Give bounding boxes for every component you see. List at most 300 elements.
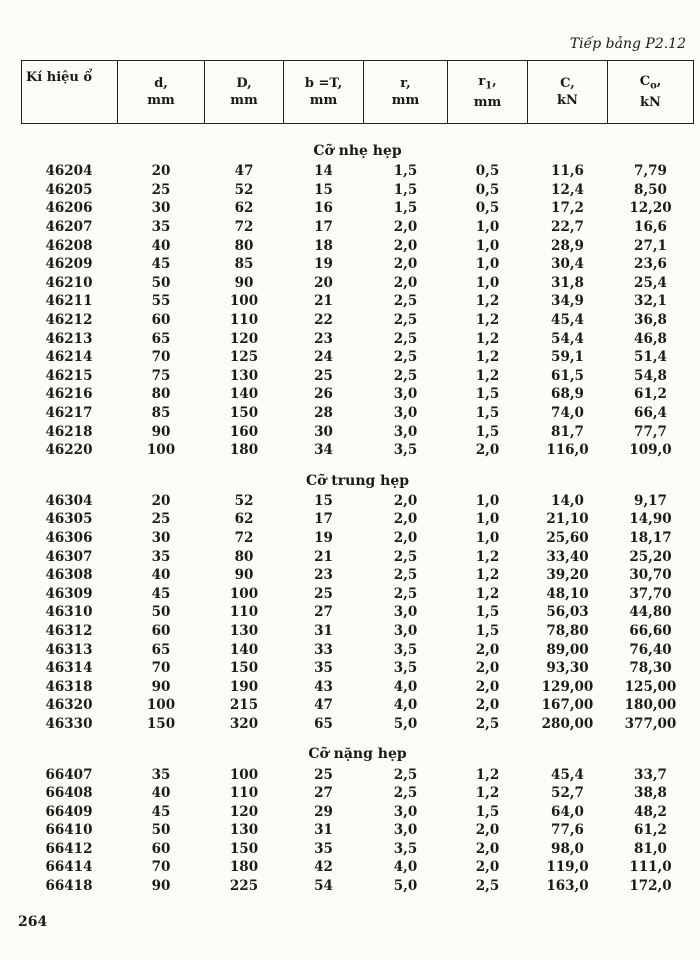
table-row (22, 367, 694, 386)
cell-col-Co: 32,1 (634, 293, 667, 310)
section-header (22, 460, 694, 492)
cell-col-b: 27 (314, 785, 333, 802)
cell-col-C: 28,9 (551, 237, 584, 254)
cell-col-r: 2,0 (393, 492, 418, 509)
cell-col-b: 33 (314, 641, 333, 658)
cell-col-C: 89,00 (546, 641, 589, 658)
cell-col-r1: 2,0 (475, 442, 500, 459)
cell-col-Co: 61,2 (634, 822, 667, 839)
cell-col-symbol: 46211 (45, 293, 93, 310)
cell-col-r1: 2,0 (475, 697, 500, 714)
cell-col-d: 90 (151, 678, 171, 695)
table-caption: Tiếp bảng P2.12 (569, 36, 686, 52)
cell-col-d: 70 (151, 859, 171, 876)
table-row (22, 181, 694, 200)
section-header (22, 130, 694, 162)
cell-col-r1: 2,0 (475, 678, 500, 695)
cell-col-r1: 2,0 (475, 840, 500, 857)
cell-col-r1: 1,5 (475, 622, 500, 639)
table-row (22, 529, 694, 548)
cell-col-symbol: 46204 (45, 163, 93, 180)
table-row (22, 622, 694, 641)
cell-col-Co: 7,79 (634, 163, 667, 180)
cell-col-symbol: 46318 (45, 678, 93, 695)
cell-col-b: 21 (314, 548, 333, 565)
cell-col-C: 25,60 (546, 529, 589, 546)
cell-col-Co: 37,70 (629, 585, 672, 602)
cell-col-r: 2,5 (393, 548, 418, 565)
cell-col-r1: 1,0 (475, 256, 500, 273)
cell-col-symbol: 46215 (45, 367, 93, 384)
cell-col-r: 3,0 (393, 803, 418, 820)
cell-col-Co: 44,80 (629, 604, 672, 621)
cell-col-D: 225 (229, 878, 259, 895)
header-col-r: r, mm (364, 61, 448, 124)
cell-col-r: 3,0 (393, 405, 418, 422)
section-title: Cỡ trung hẹp (305, 472, 410, 489)
cell-col-C: 56,03 (546, 604, 589, 621)
table-row (22, 162, 694, 181)
cell-col-symbol: 46308 (45, 567, 93, 584)
cell-col-D: 72 (234, 529, 254, 546)
cell-col-b: 15 (314, 181, 333, 198)
cell-col-Co: 77,7 (634, 423, 667, 440)
cell-col-r: 2,5 (393, 567, 418, 584)
cell-col-C: 59,1 (551, 349, 584, 366)
cell-col-b: 20 (314, 274, 333, 291)
cell-col-D: 52 (234, 492, 254, 509)
cell-col-d: 50 (151, 822, 171, 839)
cell-col-Co: 66,60 (629, 622, 672, 639)
cell-col-b: 42 (314, 859, 333, 876)
cell-col-r: 2,5 (393, 293, 418, 310)
table-row (22, 858, 694, 877)
header-row (22, 61, 694, 124)
table-row (22, 696, 694, 715)
cell-col-Co: 109,0 (629, 442, 672, 459)
cell-col-d: 60 (151, 312, 171, 329)
cell-col-r: 3,5 (393, 660, 418, 677)
cell-col-d: 50 (151, 604, 171, 621)
table-row (22, 236, 694, 255)
cell-col-r: 1,5 (393, 181, 418, 198)
cell-col-b: 16 (314, 200, 333, 217)
cell-col-Co: 76,40 (629, 641, 672, 658)
cell-col-Co: 111,0 (629, 859, 672, 876)
table-row (22, 640, 694, 659)
section-title: Cỡ nặng hẹp (308, 746, 407, 763)
cell-col-symbol: 46310 (45, 604, 93, 621)
cell-col-D: 85 (234, 256, 254, 273)
cell-col-r1: 1,2 (475, 766, 500, 783)
cell-col-symbol: 46313 (45, 641, 93, 658)
cell-col-d: 70 (151, 349, 171, 366)
cell-col-Co: 377,00 (624, 715, 677, 732)
cell-col-symbol: 46214 (45, 349, 93, 366)
table-row (22, 840, 694, 859)
table-row (22, 603, 694, 622)
cell-col-b: 30 (314, 423, 333, 440)
cell-col-Co: 23,6 (634, 256, 667, 273)
cell-col-symbol: 66409 (45, 803, 93, 820)
cell-col-C: 54,4 (551, 330, 584, 347)
cell-col-d: 30 (151, 529, 171, 546)
cell-col-r1: 2,0 (475, 660, 500, 677)
cell-col-D: 90 (234, 274, 254, 291)
table-row (22, 274, 694, 293)
cell-col-b: 19 (314, 256, 333, 273)
cell-col-C: 81,7 (551, 423, 584, 440)
cell-col-r: 4,0 (393, 859, 418, 876)
cell-col-C: 78,80 (546, 622, 589, 639)
cell-col-Co: 125,00 (624, 678, 677, 695)
cell-col-C: 17,2 (551, 200, 584, 217)
cell-col-r1: 2,5 (475, 878, 500, 895)
cell-col-r1: 2,0 (475, 822, 500, 839)
cell-col-D: 62 (234, 511, 254, 528)
cell-col-Co: 51,4 (634, 349, 667, 366)
cell-col-D: 80 (234, 237, 254, 254)
cell-col-D: 320 (229, 715, 259, 732)
cell-col-b: 28 (314, 405, 333, 422)
cell-col-d: 100 (146, 697, 176, 714)
cell-col-d: 150 (146, 715, 176, 732)
cell-col-r1: 1,2 (475, 367, 500, 384)
cell-col-r: 3,5 (393, 641, 418, 658)
cell-col-D: 215 (229, 697, 259, 714)
cell-col-r: 3,0 (393, 622, 418, 639)
cell-col-Co: 180,00 (624, 697, 677, 714)
cell-col-D: 110 (229, 312, 259, 329)
cell-col-Co: 25,4 (634, 274, 667, 291)
cell-col-d: 35 (151, 548, 171, 565)
cell-col-r: 2,0 (393, 274, 418, 291)
cell-col-r: 2,0 (393, 511, 418, 528)
cell-col-r1: 1,5 (475, 803, 500, 820)
cell-col-d: 25 (151, 511, 171, 528)
cell-col-b: 25 (314, 585, 333, 602)
table-body (22, 124, 694, 896)
cell-col-r: 2,0 (393, 256, 418, 273)
cell-col-b: 26 (314, 386, 333, 403)
cell-col-r: 2,5 (393, 585, 418, 602)
cell-col-r: 5,0 (393, 878, 418, 895)
cell-col-b: 54 (314, 878, 333, 895)
table-row (22, 510, 694, 529)
cell-col-C: 39,20 (546, 567, 589, 584)
cell-col-C: 21,10 (546, 511, 589, 528)
cell-col-C: 48,10 (546, 585, 589, 602)
header-col-Co: $C_o$, kN (608, 61, 694, 124)
cell-col-C: 74,0 (551, 405, 584, 422)
cell-col-symbol: 46217 (45, 405, 93, 422)
cell-col-Co: 12,20 (629, 200, 672, 217)
cell-col-Co: 25,20 (629, 548, 672, 565)
cell-col-C: 167,00 (541, 697, 594, 714)
header-col-b: b =T, mm (284, 61, 364, 124)
cell-col-b: 34 (314, 442, 333, 459)
cell-col-r: 1,5 (393, 163, 418, 180)
cell-col-D: 130 (229, 622, 259, 639)
cell-col-b: 23 (314, 567, 333, 584)
table-row (22, 404, 694, 423)
header-col-d: d, mm (118, 61, 205, 124)
cell-col-symbol: 46209 (45, 256, 93, 273)
cell-col-symbol: 46320 (45, 697, 93, 714)
cell-col-D: 180 (229, 859, 259, 876)
table-row (22, 566, 694, 585)
cell-col-D: 110 (229, 604, 259, 621)
cell-col-d: 60 (151, 840, 171, 857)
cell-col-d: 25 (151, 181, 171, 198)
cell-col-d: 65 (151, 641, 171, 658)
cell-col-r1: 1,0 (475, 219, 500, 236)
cell-col-r1: 1,5 (475, 386, 500, 403)
cell-col-D: 180 (229, 442, 259, 459)
cell-col-Co: 81,0 (634, 840, 667, 857)
cell-col-symbol: 46312 (45, 622, 93, 639)
cell-col-D: 190 (229, 678, 259, 695)
cell-col-D: 150 (229, 660, 259, 677)
cell-col-r1: 0,5 (475, 163, 500, 180)
cell-col-C: 33,40 (546, 548, 589, 565)
cell-col-d: 20 (151, 492, 171, 509)
cell-col-symbol: 46208 (45, 237, 93, 254)
cell-col-C: 12,4 (551, 181, 584, 198)
cell-col-r: 3,5 (393, 840, 418, 857)
cell-col-symbol: 66418 (45, 878, 93, 895)
cell-col-D: 160 (229, 423, 259, 440)
cell-col-C: 34,9 (551, 293, 584, 310)
cell-col-d: 85 (151, 405, 171, 422)
cell-col-r: 5,0 (393, 715, 418, 732)
cell-col-b: 25 (314, 367, 333, 384)
cell-col-r1: 1,5 (475, 405, 500, 422)
header-col-r1: $r_1$, mm (448, 61, 528, 124)
cell-col-b: 19 (314, 529, 333, 546)
table-row (22, 802, 694, 821)
cell-col-r1: 1,2 (475, 312, 500, 329)
cell-col-r1: 1,0 (475, 511, 500, 528)
cell-col-r: 3,0 (393, 822, 418, 839)
cell-col-b: 35 (314, 840, 333, 857)
cell-col-Co: 9,17 (634, 492, 667, 509)
cell-col-b: 22 (314, 312, 333, 329)
cell-col-d: 75 (151, 367, 171, 384)
cell-col-C: 129,00 (541, 678, 594, 695)
table-row (22, 765, 694, 784)
table-row (22, 441, 694, 460)
cell-col-r1: 1,5 (475, 604, 500, 621)
cell-col-r: 2,0 (393, 219, 418, 236)
cell-col-D: 150 (229, 840, 259, 857)
cell-col-d: 35 (151, 219, 171, 236)
cell-col-d: 60 (151, 622, 171, 639)
cell-col-Co: 33,7 (634, 766, 667, 783)
cell-col-b: 23 (314, 330, 333, 347)
cell-col-d: 90 (151, 423, 171, 440)
cell-col-C: 116,0 (546, 442, 589, 459)
cell-col-C: 163,0 (546, 878, 589, 895)
cell-col-b: 17 (314, 511, 333, 528)
cell-col-symbol: 66414 (45, 859, 93, 876)
cell-col-b: 25 (314, 766, 333, 783)
cell-col-Co: 36,8 (634, 312, 667, 329)
cell-col-D: 80 (234, 548, 254, 565)
cell-col-C: 22,7 (551, 219, 584, 236)
cell-col-b: 65 (314, 715, 333, 732)
cell-col-d: 80 (151, 386, 171, 403)
table-row (22, 821, 694, 840)
cell-col-d: 45 (151, 803, 171, 820)
table-row (22, 677, 694, 696)
cell-col-r1: 0,5 (475, 181, 500, 198)
cell-col-C: 98,0 (551, 840, 584, 857)
cell-col-symbol: 46206 (45, 200, 93, 217)
cell-col-Co: 54,8 (634, 367, 667, 384)
cell-col-Co: 27,1 (634, 237, 667, 254)
table-row (22, 199, 694, 218)
cell-col-Co: 46,8 (634, 330, 667, 347)
cell-col-r: 2,5 (393, 785, 418, 802)
cell-col-r1: 1,2 (475, 585, 500, 602)
cell-col-r1: 1,5 (475, 423, 500, 440)
cell-col-C: 93,30 (546, 660, 589, 677)
cell-col-Co: 18,17 (629, 529, 672, 546)
cell-col-Co: 14,90 (629, 511, 672, 528)
cell-col-C: 14,0 (551, 492, 584, 509)
cell-col-D: 140 (229, 386, 259, 403)
table-row (22, 877, 694, 896)
cell-col-b: 14 (314, 163, 333, 180)
cell-col-r: 2,0 (393, 237, 418, 254)
cell-col-d: 40 (151, 785, 171, 802)
table-row (22, 311, 694, 330)
cell-col-C: 31,8 (551, 274, 584, 291)
table-row (22, 715, 694, 734)
cell-col-symbol: 46210 (45, 274, 93, 291)
cell-col-D: 47 (234, 163, 254, 180)
cell-col-d: 20 (151, 163, 171, 180)
cell-col-D: 100 (229, 585, 259, 602)
cell-col-r: 2,5 (393, 330, 418, 347)
cell-col-r1: 1,0 (475, 237, 500, 254)
table-row (22, 255, 694, 274)
cell-col-d: 45 (151, 585, 171, 602)
cell-col-Co: 78,30 (629, 660, 672, 677)
cell-col-r1: 1,0 (475, 492, 500, 509)
cell-col-C: 30,4 (551, 256, 584, 273)
cell-col-b: 17 (314, 219, 333, 236)
cell-col-b: 31 (314, 822, 333, 839)
cell-col-r1: 1,0 (475, 274, 500, 291)
cell-col-Co: 48,2 (634, 803, 667, 820)
cell-col-r1: 2,5 (475, 715, 500, 732)
cell-col-Co: 16,6 (634, 219, 667, 236)
cell-col-D: 130 (229, 822, 259, 839)
cell-col-b: 29 (314, 803, 333, 820)
cell-col-d: 50 (151, 274, 171, 291)
cell-col-symbol: 46218 (45, 423, 93, 440)
table-row (22, 422, 694, 441)
cell-col-C: 68,9 (551, 386, 584, 403)
cell-col-r: 2,5 (393, 312, 418, 329)
cell-col-b: 18 (314, 237, 333, 254)
bearing-table (21, 60, 694, 895)
cell-col-symbol: 46205 (45, 181, 93, 198)
cell-col-d: 30 (151, 200, 171, 217)
table-row (22, 385, 694, 404)
cell-col-b: 43 (314, 678, 333, 695)
cell-col-r: 3,0 (393, 423, 418, 440)
cell-col-D: 52 (234, 181, 254, 198)
cell-col-b: 15 (314, 492, 333, 509)
cell-col-r1: 2,0 (475, 641, 500, 658)
cell-col-d: 55 (151, 293, 171, 310)
cell-col-D: 120 (229, 330, 259, 347)
cell-col-C: 280,00 (541, 715, 594, 732)
cell-col-Co: 61,2 (634, 386, 667, 403)
cell-col-D: 90 (234, 567, 254, 584)
cell-col-d: 100 (146, 442, 176, 459)
cell-col-C: 52,7 (551, 785, 584, 802)
cell-col-b: 35 (314, 660, 333, 677)
table-row (22, 659, 694, 678)
cell-col-r1: 1,2 (475, 785, 500, 802)
cell-col-r: 2,5 (393, 766, 418, 783)
cell-col-r: 2,0 (393, 529, 418, 546)
cell-col-r: 3,0 (393, 386, 418, 403)
cell-col-D: 100 (229, 766, 259, 783)
cell-col-C: 61,5 (551, 367, 584, 384)
cell-col-symbol: 66410 (45, 822, 93, 839)
cell-col-d: 45 (151, 256, 171, 273)
cell-col-symbol: 66412 (45, 840, 93, 857)
cell-col-symbol: 46307 (45, 548, 93, 565)
table-row (22, 492, 694, 511)
cell-col-symbol: 46212 (45, 312, 93, 329)
cell-col-D: 120 (229, 803, 259, 820)
cell-col-r1: 0,5 (475, 200, 500, 217)
cell-col-d: 35 (151, 766, 171, 783)
cell-col-symbol: 46216 (45, 386, 93, 403)
cell-col-d: 40 (151, 567, 171, 584)
cell-col-symbol: 46305 (45, 511, 93, 528)
cell-col-r1: 1,2 (475, 548, 500, 565)
cell-col-Co: 38,8 (634, 785, 667, 802)
cell-col-D: 150 (229, 405, 259, 422)
table-row (22, 292, 694, 311)
cell-col-r1: 1,0 (475, 529, 500, 546)
cell-col-Co: 172,0 (629, 878, 672, 895)
cell-col-symbol: 66407 (45, 766, 93, 783)
cell-col-b: 21 (314, 293, 333, 310)
header-col-symbol: Kí hiệu ổ (22, 61, 118, 124)
header-col-C: C, kN (528, 61, 608, 124)
cell-col-D: 125 (229, 349, 259, 366)
cell-col-symbol: 46304 (45, 492, 93, 509)
table-row (22, 329, 694, 348)
cell-col-C: 119,0 (546, 859, 589, 876)
cell-col-r1: 1,2 (475, 293, 500, 310)
cell-col-d: 65 (151, 330, 171, 347)
cell-col-C: 45,4 (551, 312, 584, 329)
table-row (22, 784, 694, 803)
cell-col-r: 3,0 (393, 604, 418, 621)
cell-col-symbol: 46213 (45, 330, 93, 347)
cell-col-symbol: 46220 (45, 442, 93, 459)
cell-col-D: 130 (229, 367, 259, 384)
